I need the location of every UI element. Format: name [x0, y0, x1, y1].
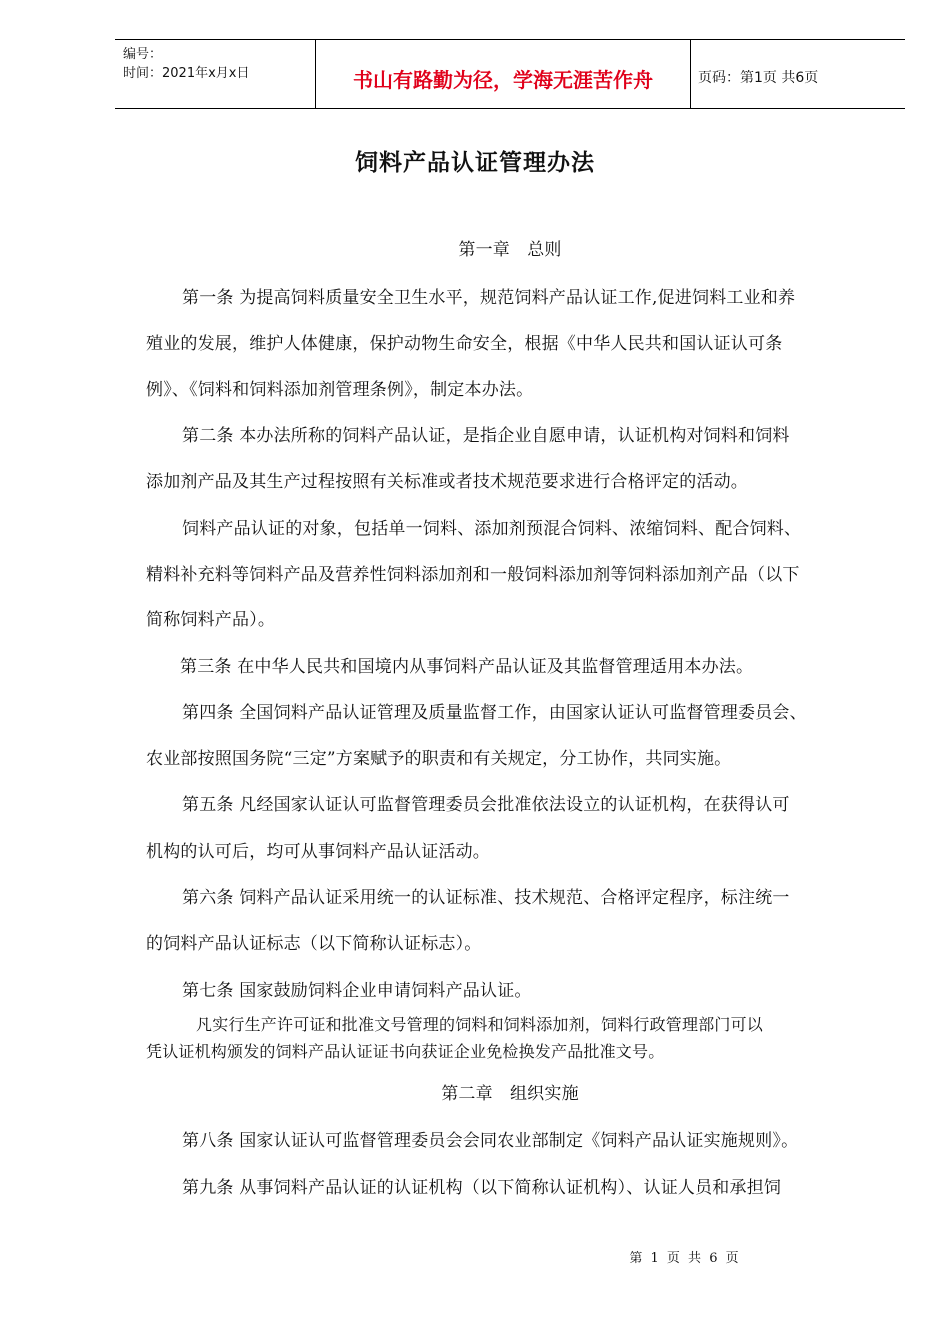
paragraph-line: 第四条 全国饲料产品认证管理及质量监督工作，由国家认证认可监督管理委员会、: [182, 703, 807, 723]
paragraph-line: 的饲料产品认证标志（以下简称认证标志）。: [146, 934, 482, 954]
header-motto: 书山有路勤为径，学海无涯苦作舟: [353, 68, 653, 92]
header-motto-cell: [315, 40, 691, 108]
document-time-label: 时间：2021年x月x日: [123, 66, 250, 81]
header-page-cell: [690, 40, 905, 108]
paragraph-line: 殖业的发展，维护人体健康，保护动物生命安全，根据《中华人民共和国认证认可条: [146, 334, 783, 354]
paragraph-line: 凡实行生产许可证和批准文号管理的饲料和饲料添加剂，饲料行政管理部门可以: [196, 1015, 764, 1034]
paragraph-line: 第二条 本办法所称的饲料产品认证，是指企业自愿申请，认证机构对饲料和饲料: [182, 426, 790, 446]
paragraph-line: 第三条 在中华人民共和国境内从事饲料产品认证及其监督管理适用本办法。: [180, 657, 754, 677]
paragraph-line: 第八条 国家认证认可监督管理委员会会同农业部制定《饲料产品认证实施规则》。: [182, 1131, 799, 1151]
paragraph-line: 精料补充料等饲料产品及营养性饲料添加剂和一般饲料添加剂等饲料添加剂产品（以下: [146, 565, 800, 585]
paragraph-line: 第五条 凡经国家认证认可监督管理委员会批准依法设立的认证机构，在获得认可: [182, 795, 790, 815]
paragraph-line: 凭认证机构颁发的饲料产品认证证书向获证企业免检换发产品批准文号。: [146, 1042, 665, 1061]
paragraph-line: 第一条 为提高饲料质量安全卫生水平，规范饲料产品认证工作,促进饲料工业和养: [182, 288, 796, 308]
document-title: 饲料产品认证管理办法: [355, 150, 595, 176]
document-id-label: 编号：: [123, 47, 163, 62]
paragraph-line: 简称饲料产品）。: [146, 610, 276, 630]
header-page-number: 页码：第1页 共6页: [698, 70, 819, 86]
chapter-heading: 第二章 组织实施: [441, 1084, 579, 1104]
paragraph-line: 添加剂产品及其生产过程按照有关标准或者技术规范要求进行合格评定的活动。: [146, 472, 748, 492]
page-footer: 第 1 页 共 6 页: [629, 1251, 741, 1266]
paragraph-line: 第六条 饲料产品认证采用统一的认证标准、技术规范、合格评定程序，标注统一: [182, 888, 790, 908]
paragraph-line: 第九条 从事饲料产品认证的认证机构（以下简称认证机构）、认证人员和承担饲: [182, 1178, 782, 1198]
paragraph-line: 例》、《饲料和饲料添加剂管理条例》，制定本办法。: [146, 380, 534, 400]
paragraph-line: 第七条 国家鼓励饲料企业申请饲料产品认证。: [182, 981, 532, 1001]
paragraph-line: 农业部按照国务院“三定”方案赋予的职责和有关规定，分工协作，共同实施。: [146, 749, 732, 769]
document-header-table: [115, 39, 905, 109]
chapter-heading: 第一章 总则: [458, 240, 562, 260]
paragraph-line: 饲料产品认证的对象，包括单一饲料、添加剂预混合饲料、浓缩饲料、配合饲料、: [182, 519, 802, 539]
header-info-cell: [115, 40, 315, 108]
paragraph-line: 机构的认可后，均可从事饲料产品认证活动。: [146, 842, 490, 862]
